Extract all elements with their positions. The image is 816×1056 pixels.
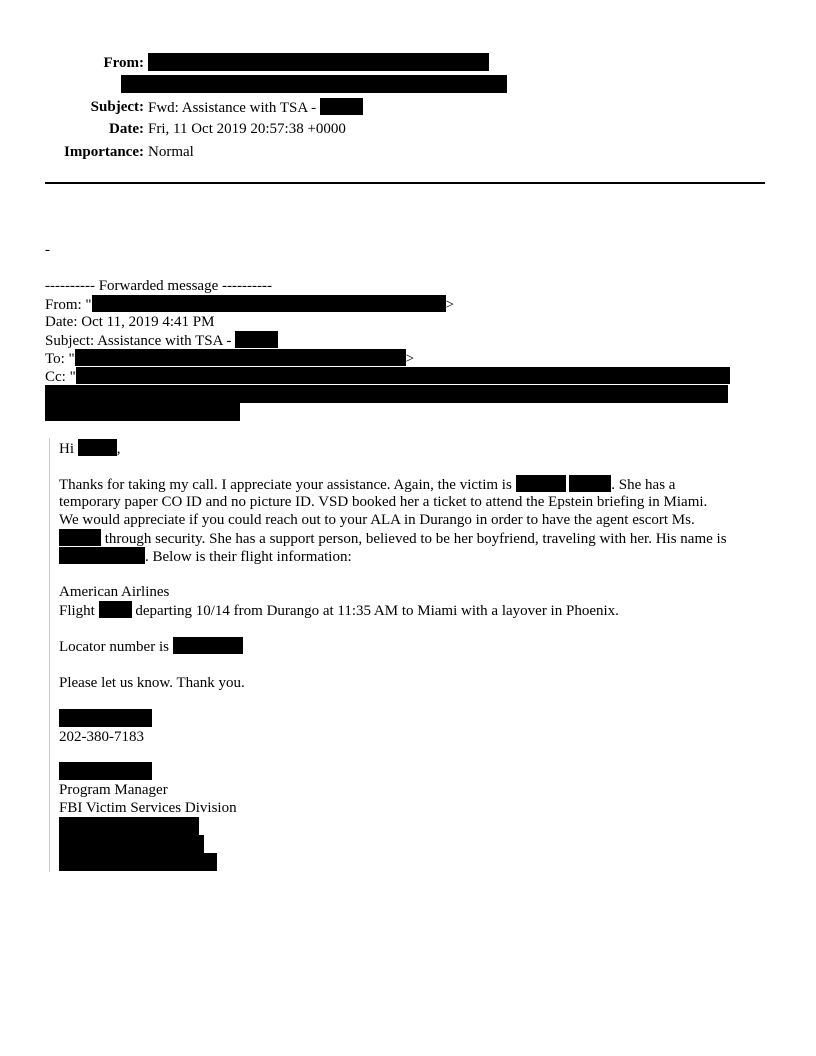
redacted-flight-number: [99, 601, 132, 618]
flight-prefix: Flight: [59, 603, 95, 619]
forwarded-cc-prefix: Cc: ": [45, 369, 76, 385]
redacted-forwarded-to: [75, 349, 406, 366]
date-label: Date:: [109, 121, 144, 137]
closing-line: Please let us know. Thank you.: [59, 675, 245, 691]
body-line-1: [59, 475, 675, 494]
forwarded-separator: ---------- Forwarded message ----------: [45, 278, 272, 294]
forwarded-from: [45, 295, 454, 314]
date-value: Fri, 11 Oct 2019 20:57:38 +0000: [148, 121, 346, 137]
body-line-2: temporary paper CO ID and no picture ID. VSD booked her a ticket to attend the Epstein briefing in Miami.: [59, 494, 708, 510]
body-line-5: [59, 547, 352, 566]
body-line-4: [59, 529, 727, 548]
importance-label: Importance:: [64, 144, 144, 160]
forwarded-from-suffix: >: [445, 297, 455, 313]
redacted-locator-number: [173, 637, 243, 654]
body-line-1-end: . She has a: [611, 477, 676, 493]
redacted-victim-last-name: [569, 475, 611, 492]
redacted-signature-line-2: [59, 835, 204, 853]
importance-value: Normal: [148, 144, 194, 160]
forwarded-to-prefix: To: ": [45, 351, 75, 367]
redacted-forwarded-from: [92, 295, 446, 312]
forwarded-subject: [45, 331, 278, 350]
quote-bar: [49, 438, 50, 872]
greeting-prefix: Hi: [59, 441, 74, 457]
redacted-recipient-name: [78, 439, 117, 456]
redacted-subject: [320, 98, 363, 115]
redacted-signature-line-3: [59, 853, 217, 871]
phone-number: 202-380-7183: [59, 729, 144, 745]
redacted-from-line-1: [148, 53, 489, 71]
redacted-forwarded-cc-1: [76, 367, 730, 384]
redacted-victim-name: [59, 529, 101, 546]
subject-label: Subject:: [90, 99, 144, 115]
redacted-sender-name: [59, 709, 152, 727]
forwarded-from-prefix: From: ": [45, 297, 92, 313]
forwarded-to-suffix: >: [405, 351, 415, 367]
locator-line: [59, 637, 243, 656]
greeting-suffix: ,: [116, 441, 121, 457]
redacted-forwarded-cc-3: [45, 403, 240, 421]
flight-line: [59, 601, 619, 620]
signature-division: FBI Victim Services Division: [59, 800, 237, 816]
forwarded-cc: [45, 367, 730, 386]
from-label: From:: [103, 55, 144, 71]
flight-details: departing 10/14 from Durango at 11:35 AM to Miami with a layover in Phoenix.: [135, 603, 619, 619]
redacted-forwarded-subject: [235, 331, 278, 348]
forwarded-subject-text: Subject: Assistance with TSA -: [45, 333, 232, 349]
redacted-companion-name: [59, 547, 145, 564]
greeting: [59, 439, 121, 458]
body-line-3: We would appreciate if you could reach out to your ALA in Durango in order to have the agent escort Ms.: [59, 512, 695, 528]
body-line-1-text: Thanks for taking my call. I appreciate your assistance. Again, the victim is: [59, 477, 512, 493]
redacted-forwarded-cc-2: [45, 385, 728, 403]
subject-value: [148, 98, 363, 117]
locator-prefix: Locator number is: [59, 639, 169, 655]
redacted-victim-first-name: [516, 475, 566, 492]
header-divider: [45, 182, 765, 184]
body-line-4-text: through security. She has a support person, believed to be her boyfriend, traveling with her. His name is: [104, 531, 727, 547]
forwarded-date: Date: Oct 11, 2019 4:41 PM: [45, 314, 215, 330]
redacted-from-line-2: [121, 75, 507, 93]
airline: American Airlines: [59, 584, 170, 600]
redacted-signature-line-1: [59, 817, 199, 835]
dash-line: -: [45, 242, 50, 258]
signature-title: Program Manager: [59, 782, 168, 798]
subject-text: Fwd: Assistance with TSA -: [148, 100, 317, 116]
forwarded-to: [45, 349, 414, 368]
body-line-5-text: . Below is their flight information:: [145, 549, 352, 565]
redacted-signature-name: [59, 762, 152, 780]
